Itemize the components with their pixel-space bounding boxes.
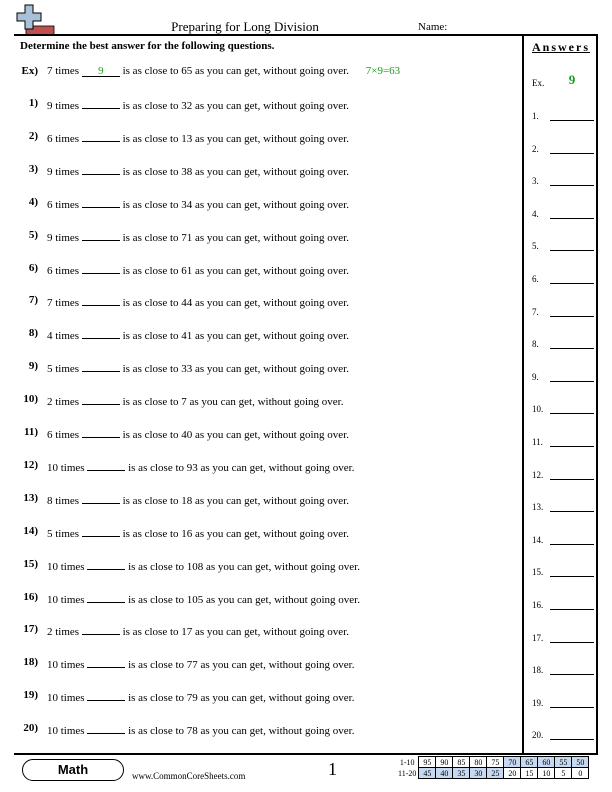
question-suffix: is as close to 41 as you can get, without going over.: [122, 330, 349, 343]
answer-row: [530, 370, 594, 384]
question-suffix: is as close to 33 as you can get, without going over.: [122, 363, 349, 376]
question-number: 7): [28, 294, 38, 307]
answer-line[interactable]: [550, 479, 594, 480]
question-suffix: is as close to 78 as you can get, without going over.: [128, 725, 355, 738]
question-prefix: 9 times: [47, 100, 80, 112]
answer-row: [530, 728, 594, 742]
answer-blank[interactable]: [82, 393, 120, 405]
question-number: 20): [23, 722, 38, 735]
instructions: Determine the best answer for the following questions.: [20, 40, 275, 52]
question-prefix: 10 times: [47, 725, 85, 738]
score-cell: 65: [521, 757, 538, 768]
question-number: 11): [23, 426, 38, 438]
answer-label: 9.: [532, 371, 539, 382]
answer-row: [530, 109, 594, 123]
question-prefix: 10 times: [47, 692, 85, 705]
score-cell: 15: [521, 768, 538, 779]
question-suffix: is as close to 79 as you can get, without going over.: [128, 692, 355, 705]
question-row: [18, 459, 518, 475]
answer-blank[interactable]: [82, 130, 120, 142]
question-row: [18, 130, 518, 146]
answer-blank[interactable]: [82, 492, 120, 504]
answer-line[interactable]: [550, 185, 594, 186]
question-number: 2): [28, 129, 38, 142]
question-row: [18, 623, 518, 639]
example-answer-blank: 9: [82, 65, 120, 77]
answer-label: 15.: [532, 567, 544, 578]
site-url[interactable]: www.CommonCoreSheets.com: [132, 771, 246, 781]
score-cell: 85: [453, 757, 470, 768]
score-cell: 60: [538, 757, 555, 768]
answer-row: [530, 402, 594, 416]
answer-row: [530, 696, 594, 710]
answer-label: 1.: [532, 111, 539, 121]
question-suffix: is as close to 65 as you can get, without going over.: [122, 65, 349, 77]
question-row: [18, 393, 518, 409]
question-number: 6): [28, 261, 38, 274]
score-cell: 75: [487, 757, 504, 768]
score-cell: 30: [470, 768, 487, 779]
question-suffix: is as close to 34 as you can get, without going over.: [122, 198, 349, 211]
score-row: [396, 757, 589, 768]
score-cell: 25: [487, 768, 504, 779]
question-suffix: is as close to 108 as you can get, without going over.: [128, 560, 360, 573]
answer-line[interactable]: [550, 316, 594, 317]
answer-row: [530, 207, 594, 221]
question-number: 14): [23, 524, 38, 537]
question-prefix: 2 times: [47, 626, 80, 639]
question-number: 16): [23, 590, 38, 603]
answer-blank[interactable]: [87, 591, 125, 603]
question-suffix: is as close to 77 as you can get, without going over.: [128, 659, 355, 672]
answer-label: 5.: [532, 241, 539, 252]
answer-label: 18.: [532, 665, 544, 676]
answer-blank[interactable]: [82, 229, 120, 241]
score-cell: 95: [419, 757, 436, 768]
answer-label: 6.: [532, 274, 539, 284]
answer-label: 8.: [532, 339, 539, 350]
answer-label: 16.: [532, 600, 544, 610]
question-number: 4): [28, 195, 38, 208]
example-hint: 7×9=63: [365, 65, 401, 77]
answer-blank[interactable]: [82, 623, 120, 635]
question-row: [18, 525, 518, 541]
question-prefix: 10 times: [47, 461, 85, 474]
question-number: 5): [28, 228, 38, 241]
question-row: [18, 262, 518, 278]
question-prefix: 9 times: [47, 165, 80, 178]
score-cell: 20: [504, 768, 521, 779]
score-cell: 5: [555, 768, 572, 779]
right-border: [596, 34, 598, 754]
answer-row: [530, 468, 594, 482]
question-suffix: is as close to 105 as you can get, without going over.: [128, 593, 360, 606]
question-row: [18, 689, 518, 705]
question-prefix: 10 times: [47, 560, 85, 573]
question-row: [18, 656, 518, 672]
page-number: 1: [328, 759, 337, 779]
question-suffix: is as close to 13 as you can get, without going over.: [122, 132, 349, 145]
answer-blank[interactable]: [82, 262, 120, 274]
question-prefix: 5 times: [47, 527, 80, 540]
answer-label: 13.: [532, 502, 544, 513]
question-row: [18, 426, 518, 442]
question-number: Ex): [21, 65, 38, 77]
answer-label: 17.: [532, 632, 544, 643]
answer-blank[interactable]: [87, 722, 125, 734]
question-row: [18, 294, 518, 310]
answer-blank[interactable]: [82, 360, 120, 372]
score-table: [396, 756, 589, 779]
answer-line[interactable]: [550, 283, 594, 284]
answer-example: [530, 72, 594, 90]
answer-label: 19.: [532, 697, 544, 708]
score-cell: 90: [436, 757, 453, 768]
question-prefix: 2 times: [47, 396, 80, 409]
question-suffix: is as close to 93 as you can get, without going over.: [128, 461, 355, 474]
question-prefix: 4 times: [47, 330, 80, 343]
answer-blank[interactable]: [82, 196, 120, 208]
bottom-rule: [14, 753, 598, 755]
answers-heading: Answers: [532, 40, 590, 54]
page-title: Preparing for Long Division: [171, 19, 319, 34]
answer-blank[interactable]: [87, 459, 125, 471]
question-row: [18, 97, 518, 113]
answer-blank[interactable]: [87, 689, 125, 701]
question-number: 3): [28, 162, 38, 175]
score-cell: 70: [504, 757, 521, 768]
answer-line[interactable]: [550, 250, 594, 251]
question-row: [18, 360, 518, 376]
answer-line[interactable]: [550, 153, 594, 154]
question-prefix: 7 times: [47, 65, 80, 77]
answer-row: [530, 435, 594, 449]
answer-label: 12.: [532, 469, 544, 480]
score-cell: 50: [572, 757, 589, 768]
answer-line[interactable]: [550, 642, 594, 643]
answer-label: 4.: [532, 208, 539, 219]
answer-row: [530, 272, 594, 286]
score-cell: 0: [572, 768, 589, 779]
score-cell: 40: [436, 768, 453, 779]
question-suffix: is as close to 61 as you can get, without going over.: [122, 264, 349, 277]
name-label: Name:: [418, 21, 448, 33]
answer-line[interactable]: [550, 511, 594, 512]
answer-blank[interactable]: [87, 558, 125, 570]
answer-line[interactable]: [550, 413, 594, 414]
question-prefix: 8 times: [47, 494, 80, 507]
question-number: 15): [23, 557, 38, 570]
question-number: 17): [23, 623, 38, 636]
example-question: [18, 65, 518, 81]
answer-line[interactable]: [550, 381, 594, 382]
question-suffix: is as close to 38 as you can get, without going over.: [122, 165, 349, 178]
question-number: 13): [23, 491, 38, 504]
answer-line[interactable]: [550, 739, 594, 740]
answer-label: 11.: [532, 437, 543, 447]
question-number: 18): [23, 656, 38, 669]
answer-line[interactable]: [550, 218, 594, 219]
score-cell: 55: [555, 757, 572, 768]
question-prefix: 6 times: [47, 198, 80, 211]
score-range-label: 1-10: [399, 757, 415, 767]
question-suffix: is as close to 32 as you can get, without going over.: [122, 100, 349, 112]
question-prefix: 10 times: [47, 593, 85, 606]
question-prefix: 6 times: [47, 132, 80, 145]
answer-line[interactable]: [550, 674, 594, 675]
answer-label: 10.: [532, 404, 544, 415]
question-prefix: 5 times: [47, 363, 80, 376]
question-row: [18, 558, 518, 574]
question-suffix: is as close to 71 as you can get, without going over.: [122, 231, 349, 244]
answer-label: 14.: [532, 534, 544, 545]
answer-row: [530, 142, 594, 156]
question-number: 9): [28, 360, 38, 373]
question-prefix: 10 times: [47, 659, 85, 672]
column-divider: [522, 34, 524, 754]
answer-example-value: 9: [568, 72, 576, 87]
question-number: 12): [23, 458, 38, 471]
answer-label: Ex.: [532, 78, 545, 88]
score-cell: 80: [470, 757, 487, 768]
answer-row: [530, 533, 594, 547]
answer-row: [530, 631, 594, 645]
score-row: [396, 768, 589, 779]
answer-blank[interactable]: [87, 656, 125, 668]
answer-row: [530, 239, 594, 253]
question-row: [18, 163, 518, 179]
answer-line[interactable]: [550, 707, 594, 708]
answer-line[interactable]: [550, 120, 594, 121]
answer-blank[interactable]: [82, 294, 120, 306]
question-suffix: is as close to 40 as you can get, without going over.: [122, 429, 349, 441]
question-row: [18, 229, 518, 245]
answer-line[interactable]: [550, 609, 594, 610]
question-number: 1): [28, 97, 38, 109]
score-cell: 35: [453, 768, 470, 779]
score-range-label: 11-20: [398, 768, 417, 778]
answer-blank[interactable]: [82, 163, 120, 175]
answer-blank[interactable]: [82, 525, 120, 537]
question-prefix: 6 times: [47, 264, 80, 277]
score-cell: 10: [538, 768, 555, 779]
answer-label: 3.: [532, 176, 539, 187]
answer-line[interactable]: [550, 446, 594, 447]
answer-row: [530, 337, 594, 351]
question-row: [18, 196, 518, 212]
question-number: 19): [23, 689, 38, 702]
answer-row: [530, 500, 594, 514]
question-suffix: is as close to 44 as you can get, without going over.: [122, 297, 349, 310]
answer-row: [530, 174, 594, 188]
math-badge: Math: [22, 759, 124, 781]
answer-line[interactable]: [550, 544, 594, 545]
question-suffix: is as close to 16 as you can get, without going over.: [122, 527, 349, 540]
question-row: [18, 591, 518, 607]
score-cell: 45: [419, 768, 436, 779]
question-row: [18, 722, 518, 738]
question-prefix: 7 times: [47, 297, 80, 310]
question-number: 8): [28, 327, 38, 340]
answer-row: [530, 305, 594, 319]
answer-blank[interactable]: [82, 97, 120, 109]
answer-line[interactable]: [550, 576, 594, 577]
question-suffix: is as close to 7 as you can get, without going over.: [122, 396, 344, 409]
answer-label: 2.: [532, 143, 539, 154]
answer-row: [530, 598, 594, 612]
answer-line[interactable]: [550, 348, 594, 349]
answer-label: 20.: [532, 730, 544, 741]
answer-row: [530, 663, 594, 677]
answer-label: 7.: [532, 306, 539, 317]
answer-blank[interactable]: [82, 426, 120, 438]
question-number: 10): [23, 393, 38, 406]
plus-logo-icon: [14, 4, 56, 36]
answer-blank[interactable]: [82, 327, 120, 339]
answer-row: [530, 565, 594, 579]
question-prefix: 9 times: [47, 231, 80, 244]
header-rule: [14, 34, 598, 36]
question-row: [18, 327, 518, 343]
question-prefix: 6 times: [47, 429, 80, 441]
question-row: [18, 492, 518, 508]
question-suffix: is as close to 17 as you can get, without going over.: [122, 626, 349, 639]
question-suffix: is as close to 18 as you can get, without going over.: [122, 494, 349, 507]
